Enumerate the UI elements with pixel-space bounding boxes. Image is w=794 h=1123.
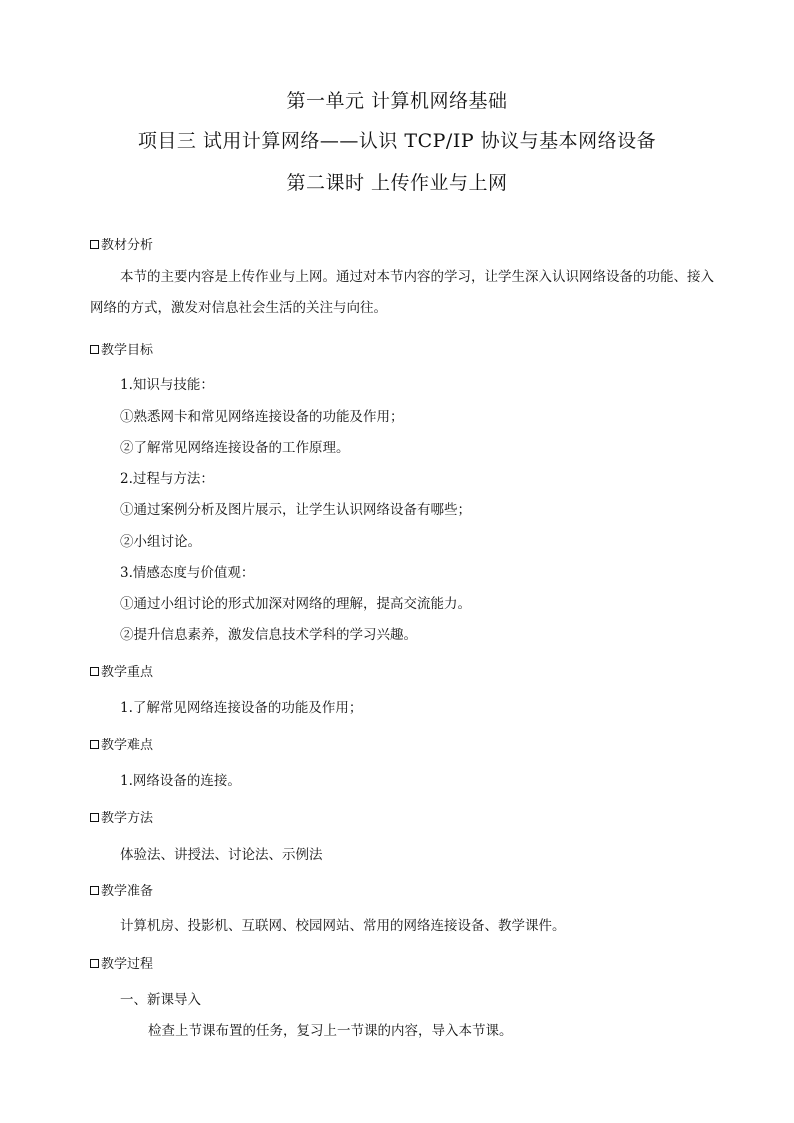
project-title: 项目三 试用计算网络——认识 TCP/IP 协议与基本网络设备	[137, 130, 657, 152]
checkbox-bullet-icon	[90, 240, 99, 249]
goal-line: ①通过案例分析及图片展示，让学生认识网络设备有哪些；	[120, 502, 471, 518]
checkbox-bullet-icon	[90, 345, 99, 354]
unit-title: 第一单元 计算机网络基础	[286, 90, 508, 112]
section-heading-key-points: 教学重点	[90, 661, 153, 680]
difficulties-text: 1.网络设备的连接。	[120, 773, 241, 789]
goal-line: ①通过小组讨论的形式加深对网络的理解，提高交流能力。	[120, 596, 471, 612]
lesson-title: 第二课时 上传作业与上网	[286, 172, 508, 194]
goal-line: ②小组讨论。	[120, 534, 201, 550]
goal-line: 2.过程与方法：	[120, 471, 214, 487]
goal-line: ②提升信息素养，激发信息技术学科的学习兴趣。	[120, 627, 417, 643]
checkbox-bullet-icon	[90, 959, 99, 968]
goal-line: ②了解常见网络连接设备的工作原理。	[120, 440, 350, 456]
checkbox-bullet-icon	[90, 813, 99, 822]
goal-line: ①熟悉网卡和常见网络连接设备的功能及作用；	[120, 409, 404, 425]
key-points-text: 1.了解常见网络连接设备的功能及作用；	[120, 700, 363, 716]
section-heading-difficulties: 教学难点	[90, 734, 153, 753]
section-heading-analysis: 教材分析	[90, 234, 153, 253]
analysis-paragraph: 本节的主要内容是上传作业与上网。通过对本节内容的学习，让学生深入认识网络设备的功能、接入网络的方式，激发对信息社会生活的关注与向往。	[90, 269, 714, 316]
process-step-title: 一、新课导入	[120, 992, 201, 1008]
section-heading-process: 教学过程	[90, 953, 153, 972]
section-heading-goals: 教学目标	[90, 339, 153, 358]
section-heading-methods: 教学方法	[90, 807, 153, 826]
process-step-text: 检查上节课布置的任务，复习上一节课的内容，导入本节课。	[148, 1023, 513, 1039]
goal-line: 1.知识与技能：	[120, 377, 214, 393]
checkbox-bullet-icon	[90, 886, 99, 895]
methods-text: 体验法、讲授法、讨论法、示例法	[120, 847, 323, 863]
section-heading-preparation: 教学准备	[90, 880, 153, 899]
preparation-text: 计算机房、投影机、互联网、校园网站、常用的网络连接设备、教学课件。	[120, 918, 566, 934]
goal-line: 3.情感态度与价值观：	[120, 565, 255, 581]
checkbox-bullet-icon	[90, 740, 99, 749]
checkbox-bullet-icon	[90, 667, 99, 676]
